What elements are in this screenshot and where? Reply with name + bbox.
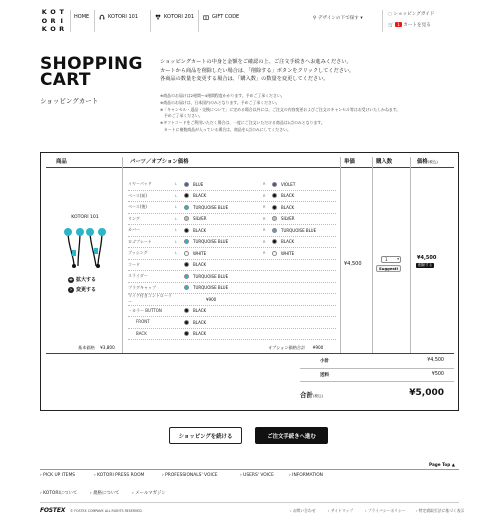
header-price <box>417 157 438 165</box>
footer-link[interactable]: › KOTORI PRESS ROOM <box>94 473 145 478</box>
cart-label: カートを見る <box>403 23 431 28</box>
footer-link[interactable]: › KOTORIについて <box>40 491 78 496</box>
right-side-marker: R <box>263 205 266 210</box>
note-line: 予めご了承ください。 <box>160 113 203 119</box>
footer-link-label: PROFESSIONALS' VOICE <box>165 473 218 478</box>
footer-link[interactable]: › PROFESSIONALS' VOICE <box>162 473 218 478</box>
column-divider <box>340 157 341 354</box>
option-label: ロゴプレート <box>128 238 152 244</box>
logo-letter: I <box>60 16 63 25</box>
zoom-icon: + <box>68 276 74 283</box>
option-value: SILVER <box>193 216 207 222</box>
option-label: BACK <box>128 330 147 336</box>
right-side-marker: R <box>263 228 266 233</box>
checkout-button[interactable]: ご注文手続きへ進む <box>255 427 328 444</box>
suggest-button[interactable]: Suggest! <box>376 265 401 272</box>
footer-link[interactable]: › メールマガジン <box>132 491 166 496</box>
color-swatch <box>272 182 277 187</box>
row-divider-line <box>46 353 454 354</box>
footer-divider <box>40 502 459 503</box>
option-value: BLACK <box>193 331 207 337</box>
footer-bottom-label: お問い合わせ <box>292 508 316 513</box>
footer-bottom-label: プライバシーポリシー <box>367 508 406 513</box>
color-swatch <box>184 239 189 244</box>
total-label <box>300 390 323 399</box>
intro-line: カートから商品を削除したい場合は、「削除する」ボタンをクリックしてください。 <box>160 67 355 74</box>
footer-link[interactable]: › PICK UP ITEMS <box>40 473 76 478</box>
intro-text <box>160 58 354 84</box>
footer-link[interactable]: › USERS' VOICE <box>240 473 274 478</box>
header-divider <box>198 10 199 32</box>
change-label: 変更する <box>76 287 97 293</box>
logo-letter: R <box>59 25 65 34</box>
option-row <box>128 202 336 214</box>
logo-letter: K <box>41 25 47 34</box>
option-total <box>268 345 323 351</box>
footer-bottom-label: サイトマップ <box>330 508 354 513</box>
gift-icon <box>203 14 209 20</box>
header-divider <box>70 10 71 32</box>
option-label: ブッシング <box>128 250 148 256</box>
page-top-label: Page Top <box>429 462 451 467</box>
option-row <box>128 294 336 306</box>
option-row <box>128 329 336 341</box>
left-side-marker: L <box>175 205 178 210</box>
color-swatch <box>184 251 189 256</box>
page-subtitle: ショッピングカート <box>40 97 99 105</box>
logo-letter: O <box>50 25 56 34</box>
color-swatch <box>184 182 189 187</box>
total-tax-label: (税込) <box>313 394 323 398</box>
header-divider <box>94 10 95 32</box>
left-side-marker: L <box>175 182 178 187</box>
option-label: ・カラー BUTTON <box>128 307 162 313</box>
copyright: © FOSTEX COMPANY. ALL RIGHTS RESERVED. <box>70 509 143 513</box>
totals-divider <box>300 368 454 369</box>
chevron-up-icon: ▲ <box>451 462 455 467</box>
option-value: TURQUOISE BLUE <box>193 204 229 210</box>
option-row <box>128 225 336 237</box>
product-image <box>60 226 112 270</box>
color-swatch <box>184 262 189 267</box>
continue-shopping-button[interactable]: ショッピングを続ける <box>169 427 242 444</box>
unit-price: ¥4,500 <box>344 261 362 267</box>
option-value: WHITE <box>193 250 207 256</box>
left-side-marker: L <box>175 216 178 221</box>
right-side-marker: R <box>263 193 266 198</box>
nav-gift-code[interactable] <box>203 14 239 20</box>
note-line: ※商品のお届けは、日本国内のみとなります。予めご了承ください。 <box>160 99 280 105</box>
color-swatch <box>184 320 189 325</box>
footer-bottom-link[interactable]: › 特定商取引法に基づく表示 <box>416 508 465 513</box>
search-icon: ⚲ <box>313 16 318 21</box>
option-value: TURQUOISE BLUE <box>281 227 317 233</box>
logo-letter: T <box>59 8 64 16</box>
color-swatch <box>184 274 189 279</box>
footer-link-label: KOTORI PRESS ROOM <box>97 473 145 478</box>
product-name: KOTORI 101 <box>71 215 99 220</box>
logo-letter: R <box>50 16 56 25</box>
help-icon: ◌ <box>388 12 394 17</box>
zoom-button[interactable] <box>68 276 96 283</box>
column-divider <box>122 157 123 354</box>
option-total-label: オプション価格合計 <box>268 345 306 350</box>
footer-bottom-link[interactable]: › サイトマップ <box>328 508 354 513</box>
left-side-marker: L <box>175 239 178 244</box>
color-swatch <box>272 193 277 198</box>
change-button[interactable] <box>68 286 96 293</box>
totals-divider <box>300 381 454 382</box>
option-label: スライダー <box>128 273 148 279</box>
footer-link-label: INFORMATION <box>292 473 323 478</box>
design-search-label: デザインの下で探す <box>317 16 359 21</box>
option-value: BLACK <box>193 319 207 325</box>
base-price-label: 基本価格 <box>78 345 95 350</box>
shopping-guide-label: ショッピングガイド <box>393 12 435 17</box>
option-value: VIOLET <box>281 181 296 187</box>
option-row <box>128 248 336 260</box>
shipping-label: 送料 <box>320 373 329 378</box>
nav-kotori-201[interactable] <box>155 14 194 20</box>
nav-label: KOTORI 201 <box>164 14 195 20</box>
header-unit-price: 単価 <box>344 159 355 165</box>
header-divider <box>150 10 151 32</box>
option-value: BLACK <box>193 308 207 314</box>
earphone-icon <box>155 14 161 20</box>
header-product: 商品 <box>56 159 67 165</box>
color-swatch <box>184 216 189 221</box>
color-swatch <box>272 216 277 221</box>
option-label: コード <box>128 261 140 267</box>
subtotal-value: ¥4,500 <box>427 358 444 363</box>
option-value: BLACK <box>193 227 207 233</box>
notes <box>160 93 400 134</box>
header-divider-line <box>46 167 454 168</box>
headphone-icon <box>99 14 105 20</box>
total-label-text: 合計 <box>300 391 313 399</box>
option-value: WHITE <box>281 250 295 256</box>
header-divider <box>382 10 383 32</box>
nav-home[interactable] <box>74 14 89 20</box>
option-label: カバー <box>128 227 140 233</box>
left-side-marker: L <box>175 228 178 233</box>
intro-line: 各商品の数量を変更する場合は、「購入数」の数量を変更してください。 <box>160 76 329 82</box>
color-swatch <box>184 205 189 210</box>
fostex-logo[interactable]: FOSTEX <box>40 507 66 514</box>
chevron-down-icon: ▾ <box>397 257 399 261</box>
shopping-guide-link[interactable] <box>388 11 435 17</box>
color-swatch <box>184 308 189 313</box>
right-side-marker: R <box>263 239 266 244</box>
left-side-marker: L <box>175 251 178 256</box>
header-quantity: 購入数 <box>376 159 393 165</box>
option-label: プラグキャップ <box>128 284 156 290</box>
option-label: リング <box>128 215 140 221</box>
option-value: BLACK <box>281 239 295 245</box>
option-value: BLACK <box>193 262 207 268</box>
footer-link[interactable]: › 規格について <box>90 491 120 496</box>
option-total-value: ¥900 <box>312 345 324 350</box>
zoom-label: 拡大する <box>76 277 97 283</box>
option-value: BLACK <box>193 193 207 199</box>
right-side-marker: R <box>263 216 266 221</box>
option-value: TURQUOISE BLUE <box>193 273 229 279</box>
option-row <box>128 214 336 226</box>
note-line: ※商品のお届けは2週間〜4週間程度かかります。予めご了承ください。 <box>160 93 285 98</box>
header-parts: パーツ／オプション価格 <box>130 159 189 165</box>
subtotal-label: 小計 <box>320 359 329 364</box>
option-value: BLACK <box>281 204 295 210</box>
nav-label: GIFT CODE <box>212 14 240 20</box>
logo-letter: O <box>41 16 48 25</box>
footer-bottom-label: 特定商取引法に基づく表示 <box>418 508 465 513</box>
total-value: ¥5,000 <box>409 388 444 398</box>
title-line-1: SHOPPING <box>40 54 143 74</box>
intro-line: ショッピングカートの中身と金額をご確認の上、ご注文手続きへお進みください。 <box>160 59 352 65</box>
footer-link-label: 規格について <box>93 491 120 496</box>
note-line: ※「キャンセル・返品・交換について」に定める場合以外には、ご注文の内容変更およびご注文のキャンセル等はお受けいたしかねます。 <box>160 106 401 112</box>
footer-link[interactable]: › INFORMATION <box>289 473 323 478</box>
option-value: TURQUOISE BLUE <box>193 285 229 291</box>
option-row <box>128 271 336 283</box>
option-label: ベース(後) <box>128 204 147 210</box>
option-label: ベース(前) <box>128 192 147 198</box>
color-swatch <box>272 239 277 244</box>
option-row <box>128 260 336 272</box>
option-value: ¥900 <box>206 296 217 302</box>
footer-divider <box>40 469 459 470</box>
cart-count-badge: 1 <box>397 22 400 27</box>
color-swatch <box>272 205 277 210</box>
design-search-link[interactable]: ⚲ デザインの下で探す ▾ <box>313 16 363 21</box>
color-swatch <box>184 193 189 198</box>
option-row <box>128 306 336 318</box>
option-row <box>128 237 336 249</box>
quantity-select[interactable] <box>381 256 401 263</box>
column-divider <box>372 157 373 354</box>
color-swatch <box>184 285 189 290</box>
option-row <box>128 179 336 191</box>
option-label: マイク付きコントローラー <box>128 293 172 305</box>
footer-bottom-link[interactable]: › お問い合わせ <box>290 508 316 513</box>
home-label: HOME <box>74 14 90 20</box>
footer-link-label: KOTORIについて <box>43 491 78 496</box>
option-label: イヤーパッド <box>128 181 152 187</box>
delete-button[interactable]: 削除する <box>418 263 433 267</box>
price-header-label: 価格 <box>417 159 428 165</box>
cart-link[interactable] <box>388 22 431 28</box>
tax-in-label: (税込) <box>427 160 438 164</box>
base-price <box>78 345 115 351</box>
left-side-marker: L <box>175 193 178 198</box>
cart-icon: 🛒 <box>388 23 394 28</box>
note-line: ※ギフトコードをご利用いただく場合は、一度にご注文いただける商品は1点のみとなります。 <box>160 120 325 126</box>
kotori-logo[interactable] <box>40 8 66 34</box>
column-divider <box>410 157 411 354</box>
option-value: BLUE <box>193 181 204 187</box>
color-swatch <box>184 331 189 336</box>
color-swatch <box>272 251 277 256</box>
page-top-link[interactable] <box>429 462 455 467</box>
right-side-marker: R <box>263 182 266 187</box>
nav-kotori-101[interactable] <box>99 14 138 20</box>
option-value: TURQUOISE BLUE <box>193 239 229 245</box>
option-value: SILVER <box>281 216 295 222</box>
title-line-2: CART <box>40 70 91 90</box>
logo-letter: K <box>41 8 47 16</box>
edit-icon: › <box>69 286 73 293</box>
page-title <box>40 56 143 88</box>
item-price: ¥4,500 <box>417 255 437 261</box>
footer-link-label: USERS' VOICE <box>243 473 274 478</box>
option-value: BLACK <box>281 193 295 199</box>
color-swatch <box>184 228 189 233</box>
base-price-value: ¥3,800 <box>100 345 115 350</box>
option-row <box>128 317 336 329</box>
nav-label: KOTORI 101 <box>108 14 139 20</box>
footer-bottom-link[interactable]: › プライバシーポリシー <box>365 508 406 513</box>
footer-link-label: メールマガジン <box>135 491 166 496</box>
color-swatch <box>272 228 277 233</box>
footer-link-label: PICK UP ITEMS <box>43 473 76 478</box>
option-label: FRONT <box>128 319 150 325</box>
logo-letter: O <box>50 8 56 16</box>
note-line: カートに複数商品が入っている場合は、商品を1点のみにしてください。 <box>160 126 291 132</box>
quantity-value: 1 <box>385 257 388 262</box>
shipping-value: ¥500 <box>431 372 444 377</box>
right-side-marker: R <box>263 251 266 256</box>
option-row <box>128 191 336 203</box>
